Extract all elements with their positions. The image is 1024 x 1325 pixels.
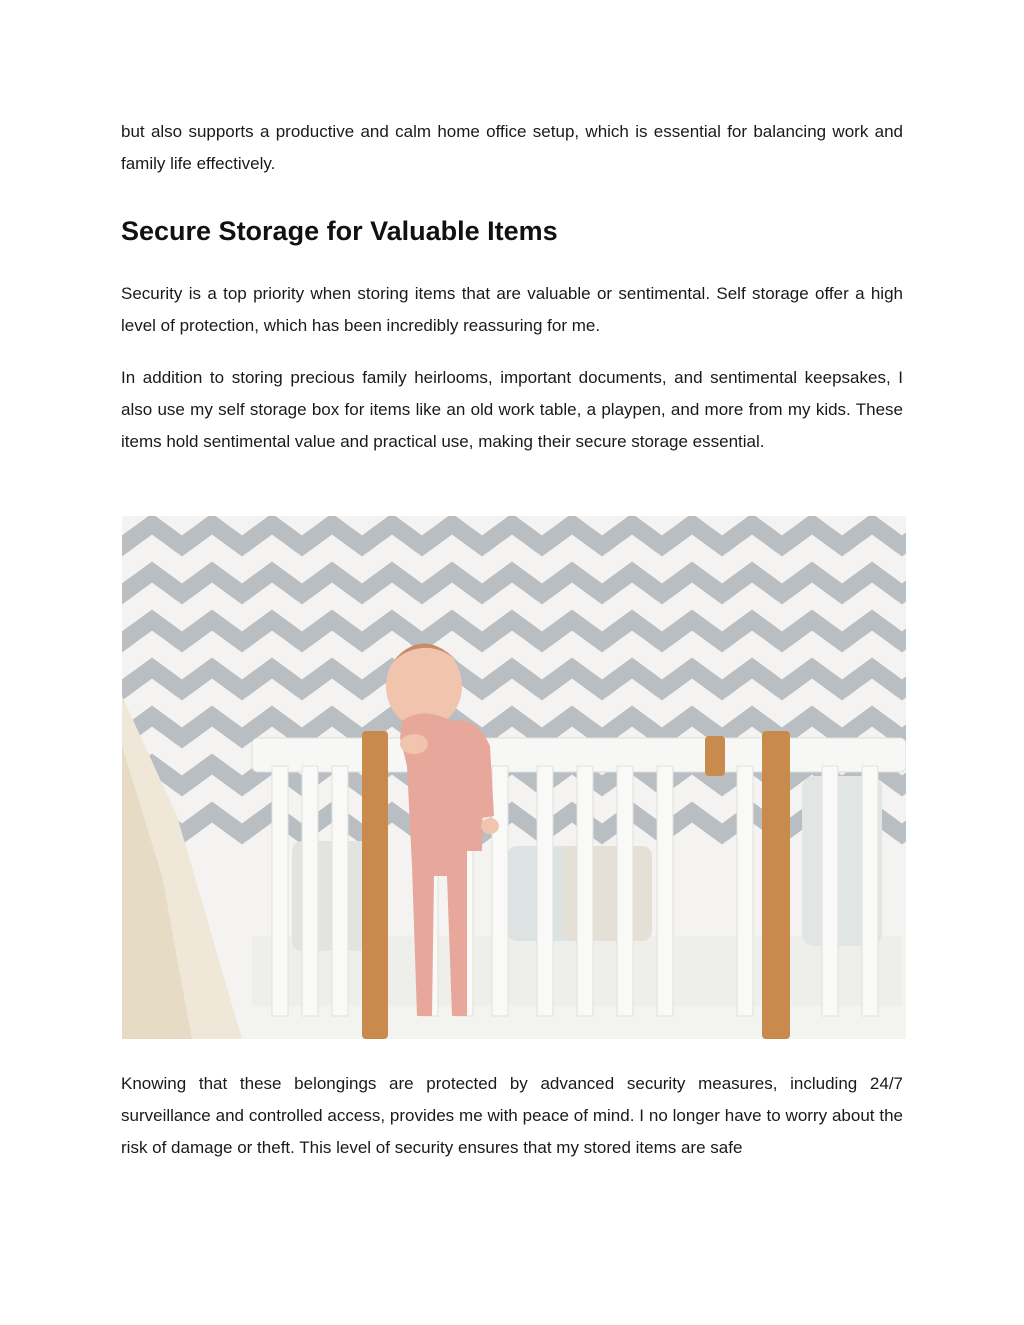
section-heading: Secure Storage for Valuable Items xyxy=(121,216,558,246)
crib-slat xyxy=(737,766,753,1016)
crib-post xyxy=(362,731,388,1039)
crib-slat xyxy=(577,766,593,1016)
addition-paragraph: In addition to storing precious family heirlooms, important documents, and sentimental keepsakes, I also use my self storage box for items like an old work table, a playpen, and more from my kids. These items hold sentimental value and practical use, making their secure storage essential. xyxy=(121,368,903,451)
crib-slat xyxy=(272,766,288,1016)
crib-slat xyxy=(302,766,318,1016)
intro-paragraph: but also supports a productive and calm home office setup, which is essential for balancing work and family life effectively. xyxy=(121,122,903,173)
crib-slat xyxy=(332,766,348,1016)
crib-slat xyxy=(822,766,838,1016)
security-paragraph: Security is a top priority when storing items that are valuable or sentimental. Self storage offer a high level of protection, which has been incredibly reassuring for me. xyxy=(121,284,903,335)
crib-photo xyxy=(122,516,906,1039)
knowing-paragraph: Knowing that these belongings are protected by advanced security measures, including 24/7 surveillance and controlled access, provides me with peace of mind. I no longer have to worry about the risk of damage or theft. This level of security ensures that my stored items are safe xyxy=(121,1074,903,1157)
crib-slat xyxy=(617,766,633,1016)
crib-slat xyxy=(862,766,878,1016)
crib-slat xyxy=(492,766,508,1016)
crib-slat xyxy=(537,766,553,1016)
crib-slat xyxy=(657,766,673,1016)
